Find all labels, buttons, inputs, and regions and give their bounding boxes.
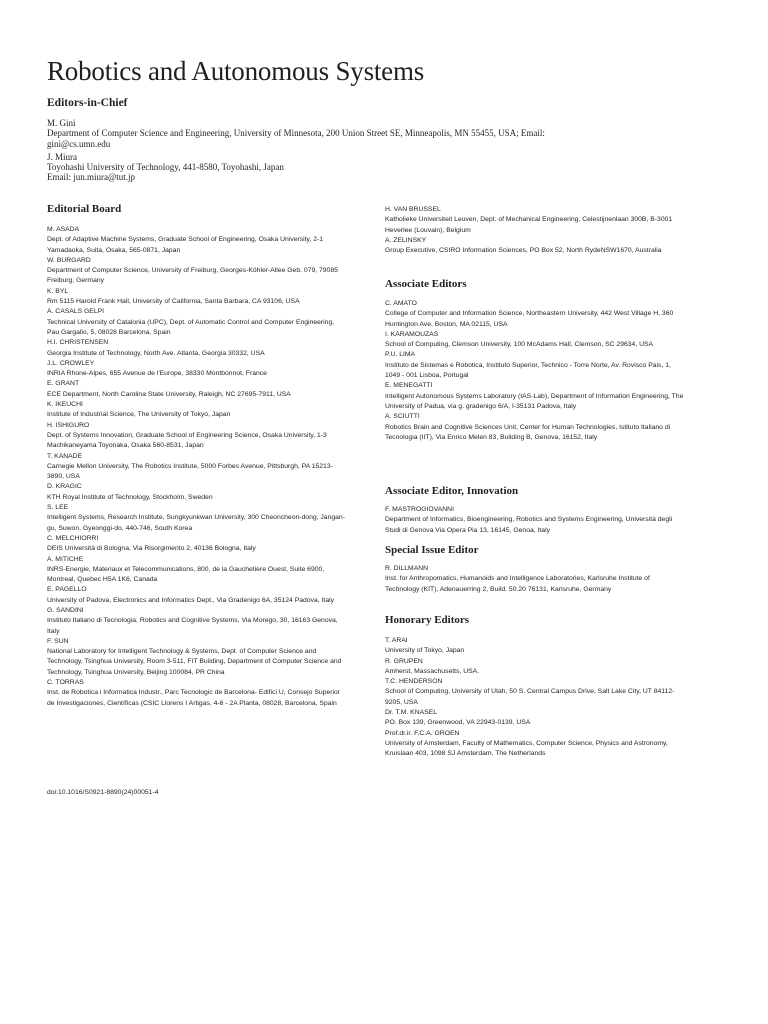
editor-name: K. BYL xyxy=(47,287,69,295)
associate-editors-list xyxy=(385,299,685,443)
editor-entry xyxy=(47,287,347,308)
editor-entry xyxy=(47,585,347,606)
editor-affiliation: Georgia Institute of Technology, North Ave. Atlanta, Georgia 30332, USA xyxy=(47,349,265,357)
editor-name: W. BURGARD xyxy=(47,256,91,264)
editor-entry xyxy=(47,555,347,586)
editor-affiliation: Inst. for Anthropomatics, Humanoids and Intelligence Laboratories, Karlsruhe Institute of Technology (KIT), Adenauerring 2, Build. 50.20 76131, Karlsruhe, Germany xyxy=(385,575,650,593)
special-issue-editor-heading: Special Issue Editor xyxy=(385,544,479,556)
editor-name: D. KRAGIC xyxy=(47,483,82,491)
editor-name: Dr. T.M. KNASEL xyxy=(385,709,437,717)
editor-name: C. MELCHIORRI xyxy=(47,534,99,542)
editor-name: K. IKEUCHI xyxy=(47,401,83,409)
editor-entry xyxy=(47,503,347,534)
editor-affiliation: DEIS Università di Bologna, Via Risorgimento 2, 40136 Bologna, Italy xyxy=(47,545,256,553)
associate-editor-innovation-heading: Associate Editor, Innovation xyxy=(385,485,519,497)
editor-affiliation: Katholieke Universiteit Leuven, Dept. of Mechanical Engineering, Celestijnenlaan 300B, B-3001 Heverlee (Louvain), Belgium xyxy=(385,216,673,234)
editor-entry xyxy=(385,330,685,351)
editor-entry xyxy=(47,400,347,421)
editor-affiliation: Technical University of Catalonia (UPC), Dept. of Automatic Control and Computer Engineering, Pau Gargallo, 5, 08028 Barcelona, Spain xyxy=(47,318,335,336)
journal-title: Robotics and Autonomous Systems xyxy=(47,56,425,86)
editor-entry xyxy=(385,657,685,678)
editor-entry xyxy=(47,256,347,287)
editor-affiliation: Dept. of Systems Innovation, Graduate School of Engineering Science, Osaka University, 1-3 Machikaneyama Toyonaka, Osaka 560-8531, Japan xyxy=(47,431,327,450)
editor-affiliation: Rm 5115 Harold Frank Hall, University of California, Santa Barbara, CA 93106, USA xyxy=(47,298,300,306)
associate-editor-innovation-list xyxy=(385,505,685,536)
editor-name: H. ISHIGURO xyxy=(47,421,90,429)
editor-name: T. KANADE xyxy=(47,452,83,460)
editor-affiliation: Instituto Italiano di Tecnologia, Robotics and Cognitive Systems, Via Morego, 30, 16163 Genova, Italy xyxy=(47,617,338,635)
editor-name: I. KARAMOUZAS xyxy=(385,330,439,338)
editor-affiliation: School of Computing, University of Utah, 50 S. Central Campus Drive, Salt Lake City, UT 84112-9205, USA xyxy=(385,688,675,706)
editorial-board-list-left xyxy=(47,225,347,709)
editor-name: F. SUN xyxy=(47,637,69,645)
editor-affiliation: Amherst, Massachusetts, USA. xyxy=(385,667,480,675)
editor-name: H.I. CHRISTENSEN xyxy=(47,339,109,347)
editor-name: R. GRUPEN xyxy=(385,657,423,665)
editor-affiliation: Intelligent Systems, Research Institute, Sungkyunkwan University, 300 Cheoncheon-dong, Jangan-gu, Suwon, Gyeonggi-do, 440-746, South Korea xyxy=(47,514,345,532)
chief-editor-email: Email: jun.miura@tut.jp xyxy=(47,172,136,183)
editor-entry xyxy=(385,729,685,760)
editor-name: T.C. HENDERSON xyxy=(385,678,443,686)
editor-entry xyxy=(385,412,685,443)
chief-editor-affiliation: Department of Computer Science and Engineering, University of Minnesota, 200 Union Street SE, Minneapolis, MN 55455, USA; Email: xyxy=(47,128,545,139)
editor-entry xyxy=(385,708,685,729)
editor-name: E. PAGELLO xyxy=(47,586,87,594)
chief-editor-affiliation: Toyohashi University of Technology, 441-8580, Toyohashi, Japan xyxy=(47,162,284,173)
editor-name: M. ASADA xyxy=(47,226,80,233)
editor-affiliation: INRS-Energie, Materiaux et Telecommunications, 800, de la Gauchetiere Ouest, Suite 6900, Montreal, Quebec H5A 1K6, Canada xyxy=(47,565,325,584)
editor-name: C. AMATO xyxy=(385,300,417,307)
associate-editors-heading: Associate Editors xyxy=(385,278,467,290)
doi-text: doi:10.1016/S0921-8890(24)00051-4 xyxy=(47,789,159,796)
editor-affiliation: University of Amsterdam, Faculty of Mathematics, Computer Science, Physics and Astronomy, Kruislaan 403, 1098 SJ Amsterdam, The Netherlands xyxy=(385,739,668,758)
editor-name: Prof.dr.ir. F.C.A. GROEN xyxy=(385,729,460,737)
chief-editor-entry xyxy=(47,152,737,183)
editor-affiliation: Department of Computer Science, University of Freiburg, Georges-Köhler-Allee Geb. 079, 79085 Freiburg, Germany xyxy=(47,267,338,285)
editorial-board-heading: Editorial Board xyxy=(47,203,122,215)
editor-affiliation: National Laboratory for Intelligent Technology & Systems, Dept. of Computer Science and Technology, Tsinghua University, Room 3-511, FIT Building, Department of Computer Science and Technology, Tsinghua University, Beijing 100084, PR China xyxy=(47,648,342,676)
editor-name: F. MASTROGIOVANNI xyxy=(385,506,454,513)
editor-affiliation: Instituto de Sistemas e Robotica, Instituto Superior, Technico - Torre Norte, Av. Rovisco Pais, 1, 1049 - 001 Lisboa, Portugal xyxy=(385,361,671,380)
chief-editor-name: J. Miura xyxy=(47,151,77,162)
editor-entry xyxy=(47,534,347,555)
editor-entry xyxy=(47,225,347,256)
editor-name: A. SCIUTTI xyxy=(385,413,420,421)
editor-affiliation: Robotics Brain and Cognitive Sciences Unit, Center for Human Technologies, Istituto Italiano di Tecnologia (IIT), Via Enrico Melen 83, Building B, Genova, 16152, Italy xyxy=(385,423,671,441)
editor-affiliation: School of Computing, Clemson University, 100 McAdams Hall, Clemson, SC 29634, USA xyxy=(385,341,654,349)
editor-affiliation: PO. Box 139, Greenwood, VA 22943-0139, USA xyxy=(385,719,531,727)
editor-name: H. VAN BRUSSEL xyxy=(385,206,441,213)
editor-entry xyxy=(385,350,685,381)
editor-affiliation: Intelligent Autonomous Systems Laboratory (IAS-Lab), Department of Information Engineering, The University of Padua, via g. gradenigo 6/A, I-35131 Padova, Italy xyxy=(385,392,684,410)
editor-entry xyxy=(385,677,685,708)
editor-affiliation: ECE Department, North Carolina State University, Raleigh, NC 27695-7911, USA xyxy=(47,390,291,398)
editor-name: C. TORRAS xyxy=(47,679,84,687)
editor-name: R. DILLMANN xyxy=(385,565,429,572)
editor-affiliation: Carnegie Mellon University, The Robotics Institute, 5000 Forbes Avenue, Pittsburgh, PA 15213-3890, USA xyxy=(47,462,333,481)
editor-entry xyxy=(47,482,347,503)
chief-editor-name: M. Gini xyxy=(47,118,76,128)
honorary-editors-list xyxy=(385,636,685,760)
editor-entry xyxy=(47,379,347,400)
editor-entry xyxy=(47,421,347,452)
honorary-editors-heading: Honorary Editors xyxy=(385,614,470,626)
editor-name: T. ARAI xyxy=(385,637,408,644)
editor-affiliation: Group Executive, CSIRO Information Sciences, PO Box 52, North RydeNSW1670, Australia xyxy=(385,247,662,255)
special-issue-editor-list xyxy=(385,564,685,595)
chief-editor-entry xyxy=(47,118,737,149)
editor-name: E. GRANT xyxy=(47,380,80,388)
editor-entry xyxy=(385,236,685,257)
editor-entry xyxy=(385,505,685,536)
editor-name: J.L. CROWLEY xyxy=(47,359,95,367)
editor-entry xyxy=(385,636,685,657)
editor-entry xyxy=(47,307,347,338)
editor-entry xyxy=(47,338,347,359)
editor-entry xyxy=(385,564,685,595)
editorial-board-list-right xyxy=(385,205,685,256)
editor-name: G. SANDINI xyxy=(47,606,84,614)
editor-name: E. MENEGATTI xyxy=(385,382,433,390)
editor-name: A. ZELINSKY xyxy=(385,236,427,244)
editor-entry xyxy=(47,359,347,380)
editors-in-chief-list xyxy=(47,118,737,186)
editor-name: P.U. LIMA xyxy=(385,351,416,359)
editor-entry xyxy=(47,637,347,678)
editor-affiliation: INRIA Rhone-Alpes, 655 Avenue de l'Europe, 38330 Montbonnot, France xyxy=(47,370,267,378)
chief-editor-email: gini@cs.umn.edu xyxy=(47,138,111,149)
editor-affiliation: College of Computer and Information Science, Northeastern University, 442 West Village H, 360 Huntington Ave, Boston, MA 02115, USA xyxy=(385,310,674,328)
editor-entry xyxy=(385,381,685,412)
editor-name: S. LEE xyxy=(47,504,69,512)
editors-in-chief-heading: Editors-in-Chief xyxy=(47,97,128,109)
editor-affiliation: Institute of Industrial Science, The University of Tokyo, Japan xyxy=(47,411,231,419)
editor-affiliation: University of Padova, Electronics and Informatics Dept., Via Gradenigo 6A, 35124 Padova, Italy xyxy=(47,596,335,604)
editor-entry xyxy=(47,452,347,483)
editor-affiliation: Department of Informatics, Bioengineering, Robotics and Systems Engineering, Università degli Studi di Genova Via Opera Pia 13, 16145, Genoa, Italy xyxy=(385,516,673,534)
editor-affiliation: Dept. of Adaptive Machine Systems, Graduate School of Engineering, Osaka University, 2-1 Yamadaoka, Suita, Osaka, 565-0871, Japan xyxy=(47,236,324,254)
editor-affiliation: KTH Royal Institute of Technology, Stockholm, Sweden xyxy=(47,493,213,501)
editor-affiliation: Inst. de Robotica i Informatica Industr., Parc Tecnologic de Barcelona- Edifici U, Consejo Superior de Investigaciones, Científicas (CSIC Llorens I Artigas, 4-6 - 2A Planta, 08028, Barcelona, Spain xyxy=(47,689,341,707)
editor-entry xyxy=(385,205,685,236)
editor-affiliation: University of Tokyo, Japan xyxy=(385,647,465,655)
editor-entry xyxy=(47,678,347,709)
editor-name: A. CASALS GELPI xyxy=(47,308,105,316)
editor-entry xyxy=(385,299,685,330)
editor-name: A. MITICHE xyxy=(47,555,84,563)
editor-entry xyxy=(47,606,347,637)
